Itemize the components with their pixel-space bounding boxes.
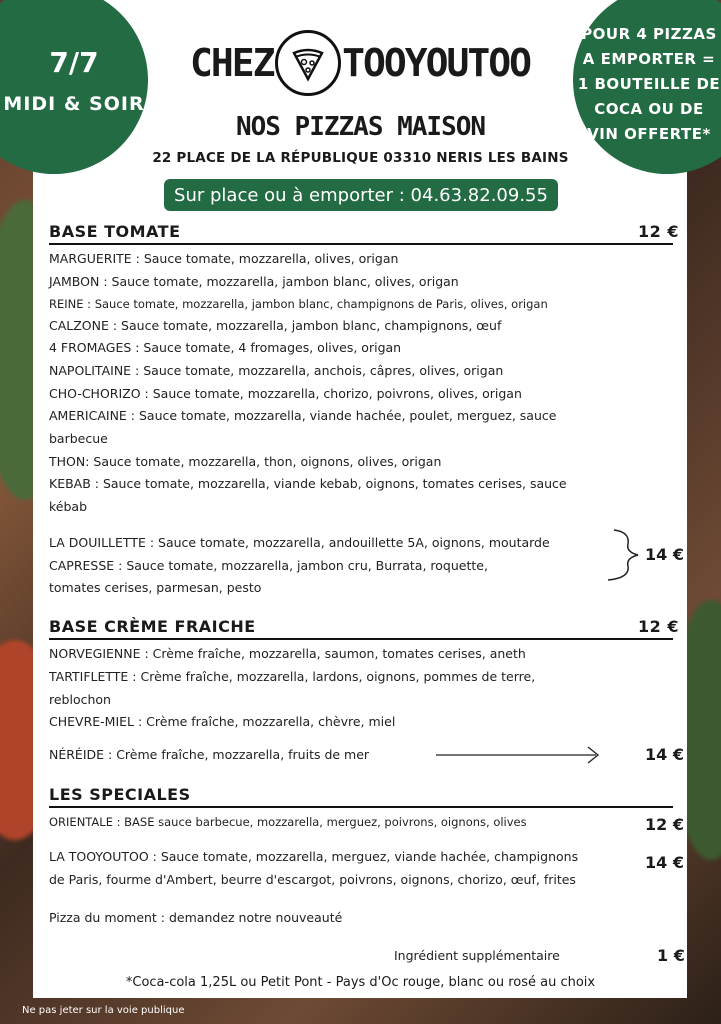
- pizza-item-continued: tomates cerises, parmesan, pesto: [49, 580, 262, 595]
- nereide-price: 14 €: [645, 745, 684, 764]
- pizza-item: JAMBON : Sauce tomate, mozzarella, jambon blanc, olives, origan: [49, 274, 459, 289]
- pizza-item-continued: reblochon: [49, 692, 111, 707]
- pizza-item-continued: de Paris, fourme d'Ambert, beurre d'escargot, poivrons, oignons, chorizo, œuf, frites: [49, 872, 576, 887]
- pizza-item: KEBAB : Sauce tomate, mozzarella, viande kebab, oignons, tomates cerises, sauce: [49, 476, 567, 491]
- pizza-item: REINE : Sauce tomate, mozzarella, jambon blanc, champignons de Paris, olives, origan: [49, 297, 548, 311]
- brace-icon: [604, 528, 644, 582]
- section-title: BASE CRÈME FRAICHE: [49, 617, 256, 636]
- tooyoutoo-price: 14 €: [645, 853, 684, 872]
- footnote: *Coca-cola 1,25L ou Petit Pont - Pays d'Oc rouge, blanc ou rosé au choix: [125, 975, 596, 990]
- disposal-note: Ne pas jeter sur la voie publique: [22, 1005, 185, 1016]
- pizza-item: LA DOUILLETTE : Sauce tomate, mozzarella, andouillette 5A, oignons, moutarde: [49, 535, 550, 550]
- menu-subtitle: NOS PIZZAS MAISON: [235, 112, 486, 142]
- promo-line: A EMPORTER =: [582, 49, 716, 68]
- pizza-item: CHEVRE-MIEL : Crème fraîche, mozzarella, chèvre, miel: [49, 714, 396, 729]
- pizza-item: NORVEGIENNE : Crème fraîche, mozzarella, saumon, tomates cerises, aneth: [49, 646, 526, 661]
- section-header-creme: [49, 617, 679, 640]
- restaurant-title: [190, 30, 530, 96]
- pizza-item: TARTIFLETTE : Crème fraîche, mozzarella, lardons, oignons, pommes de terre,: [49, 669, 536, 684]
- days-label: 7/7: [49, 45, 99, 79]
- section-title: LES SPECIALES: [49, 785, 191, 804]
- service-label: MIDI & SOIR: [3, 92, 145, 115]
- section-title: BASE TOMATE: [49, 222, 181, 241]
- phone-banner: Sur place ou à emporter : 04.63.82.09.55: [164, 179, 558, 211]
- pizza-item-continued: barbecue: [49, 431, 108, 446]
- pizza-item: AMERICAINE : Sauce tomate, mozzarella, viande hachée, poulet, merguez, sauce: [49, 408, 557, 423]
- pizza-item: CAPRESSE : Sauce tomate, mozzarella, jambon cru, Burrata, roquette,: [49, 558, 488, 573]
- pizza-item: MARGUERITE : Sauce tomate, mozzarella, olives, origan: [49, 251, 399, 266]
- pizza-item-orientale: ORIENTALE : BASE sauce barbecue, mozzarella, merguez, poivrons, oignons, olives: [49, 815, 527, 829]
- pizza-item: NAPOLITAINE : Sauce tomate, mozzarella, anchois, câpres, olives, origan: [49, 363, 504, 378]
- section-price: 12 €: [638, 617, 679, 636]
- promo-line: VIN OFFERTE*: [587, 124, 711, 143]
- pizza-slice-icon: [275, 30, 341, 96]
- pizza-item-tooyoutoo: LA TOOYOUTOO : Sauce tomate, mozzarella, merguez, viande hachée, champignons: [49, 849, 579, 864]
- title-right: TOOYOUTOO: [342, 41, 530, 85]
- premium-price: 14 €: [645, 545, 684, 564]
- section-header-speciales: [49, 785, 673, 808]
- pizza-item: 4 FROMAGES : Sauce tomate, 4 fromages, olives, origan: [49, 340, 402, 355]
- section-header-tomate: [49, 222, 679, 245]
- promo-line: POUR 4 PIZZAS: [581, 24, 717, 43]
- extra-ingredient-label: Ingrédient supplémentaire: [394, 948, 560, 963]
- title-left: CHEZ: [190, 41, 274, 85]
- section-price: 12 €: [638, 222, 679, 241]
- pizza-item-nereide: NÉRÉIDE : Crème fraîche, mozzarella, fruits de mer: [49, 747, 370, 762]
- promo-line: COCA OU DE: [594, 99, 704, 118]
- pizza-item: THON: Sauce tomate, mozzarella, thon, oignons, olives, origan: [49, 454, 442, 469]
- arrow-right-icon: [436, 744, 602, 766]
- pizza-item-continued: kébab: [49, 499, 88, 514]
- pizza-du-moment: Pizza du moment : demandez notre nouveauté: [49, 910, 343, 925]
- orientale-price: 12 €: [645, 815, 684, 834]
- pizza-item: CHO-CHORIZO : Sauce tomate, mozzarella, chorizo, poivrons, olives, origan: [49, 386, 522, 401]
- address: 22 PLACE DE LA RÉPUBLIQUE 03310 NERIS LES BAINS: [152, 150, 569, 166]
- pizza-item: CALZONE : Sauce tomate, mozzarella, jambon blanc, champignons, œuf: [49, 318, 502, 333]
- promo-line: 1 BOUTEILLE DE: [577, 74, 721, 93]
- extra-ingredient-price: 1 €: [657, 946, 685, 965]
